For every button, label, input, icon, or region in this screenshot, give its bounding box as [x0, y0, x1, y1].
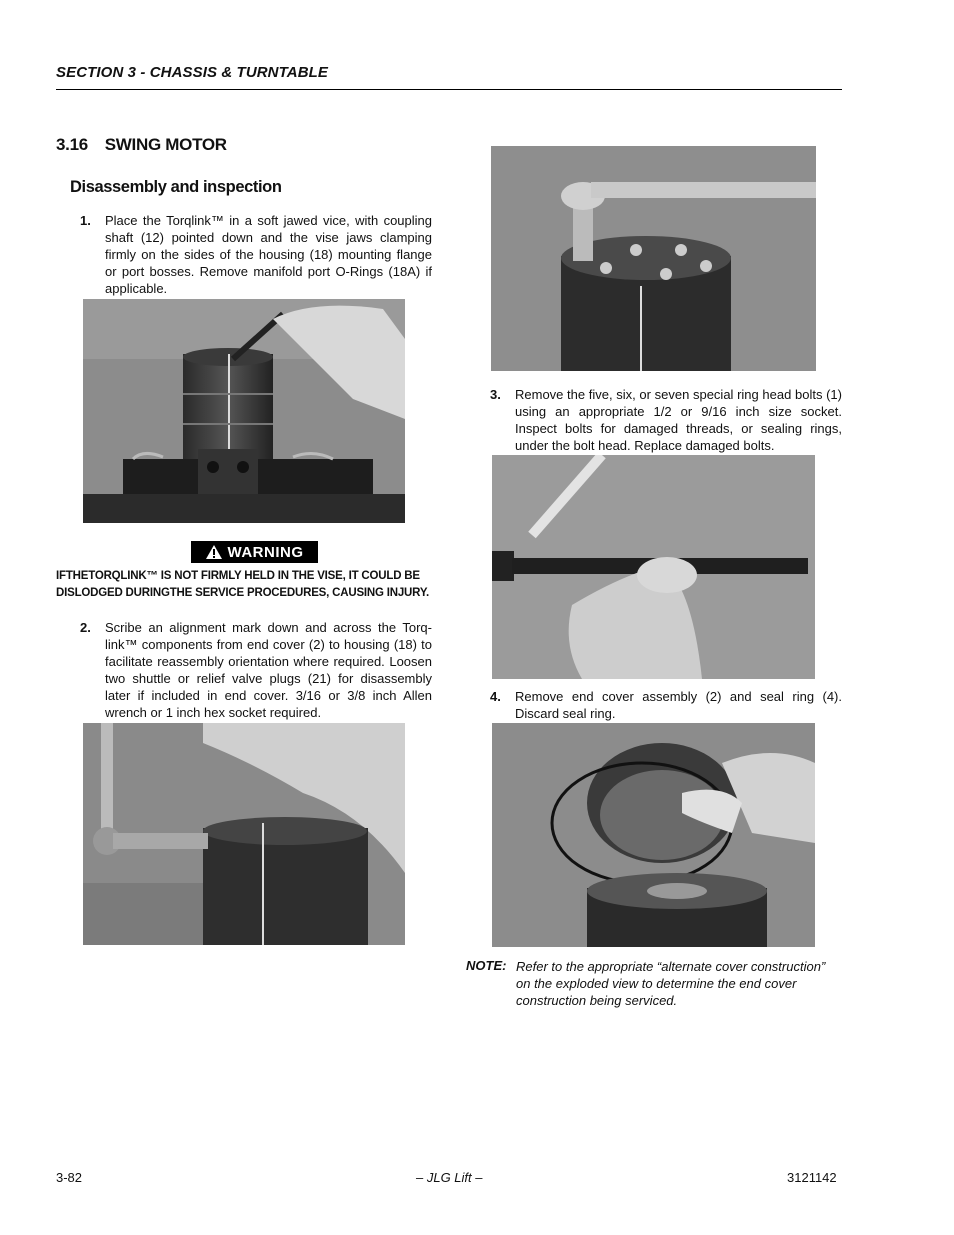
- step-number: 4.: [490, 689, 501, 704]
- footer-doc-number: 3121142: [787, 1170, 837, 1185]
- step-number: 3.: [490, 387, 501, 402]
- step-3: [490, 386, 842, 454]
- header-rule: [56, 89, 842, 90]
- step-text: Place the Torqlink™ in a soft jawed vice, with coupling shaft (12) pointed down and the vise jaws clamping firmly on the sides of the housing (18) mounting flange or port bosses. Remove manifold port O-Rings (18A) if applicable.: [105, 213, 432, 296]
- heading-number: 3.16: [56, 135, 88, 154]
- photo-motor-in-vise: [83, 299, 405, 523]
- photo-bolt-inspection: [492, 455, 815, 679]
- note-text: Refer to the appropriate “alternate cover construction” on the exploded view to determine the end cover construction being serviced.: [516, 959, 826, 1008]
- step-number: 1.: [80, 213, 91, 228]
- warning-label: WARNING: [227, 543, 304, 561]
- step-number: 2.: [80, 620, 91, 635]
- step-2: [80, 619, 432, 723]
- step-text: Scribe an alignment mark down and across the Torq-link™ components from end cover (2) to housing (18) to facilitate reassembly orientation where required. Loosen two shuttle or relief valve plugs (21) for disassembly later if included in end cover. 3/16 or 3/8 inch Allen wrench or 1 inch hex socket required.: [105, 620, 432, 720]
- section-header: SECTION 3 - CHASSIS & TURNTABLE: [56, 64, 329, 81]
- photo-removing-bolts: [491, 146, 816, 371]
- footer-page-number: 3-82: [56, 1170, 83, 1185]
- photo-loosening-plugs: [83, 723, 405, 945]
- step-text: Remove end cover assembly (2) and seal ring (4). Discard seal ring.: [515, 689, 842, 721]
- heading-title: SWING MOTOR: [104, 135, 227, 154]
- section-heading: [56, 135, 227, 155]
- warning-text: IFTHETORQLINK™ IS NOT FIRMLY HELD IN THE VISE, IT COULD BE DISLODGED DURINGTHE SERVICE PROCEDURES, CAUSING INJURY.: [56, 570, 430, 599]
- subheading: Disassembly and inspection: [70, 178, 282, 196]
- step-4: [490, 688, 842, 722]
- warning-triangle-icon: [206, 545, 222, 559]
- footer-center: – JLG Lift –: [416, 1170, 483, 1185]
- note-label: NOTE:: [466, 958, 507, 973]
- warning-badge: [191, 541, 318, 563]
- step-text: Remove the five, six, or seven special ring head bolts (1) using an appropriate 1/2 or 9/16 inch size socket. Inspect bolts for damaged threads, or sealing rings, under the bolt head. Replace damaged bolts.: [515, 387, 842, 453]
- photo-end-cover-seal-ring: [492, 723, 815, 947]
- step-1: [80, 212, 432, 298]
